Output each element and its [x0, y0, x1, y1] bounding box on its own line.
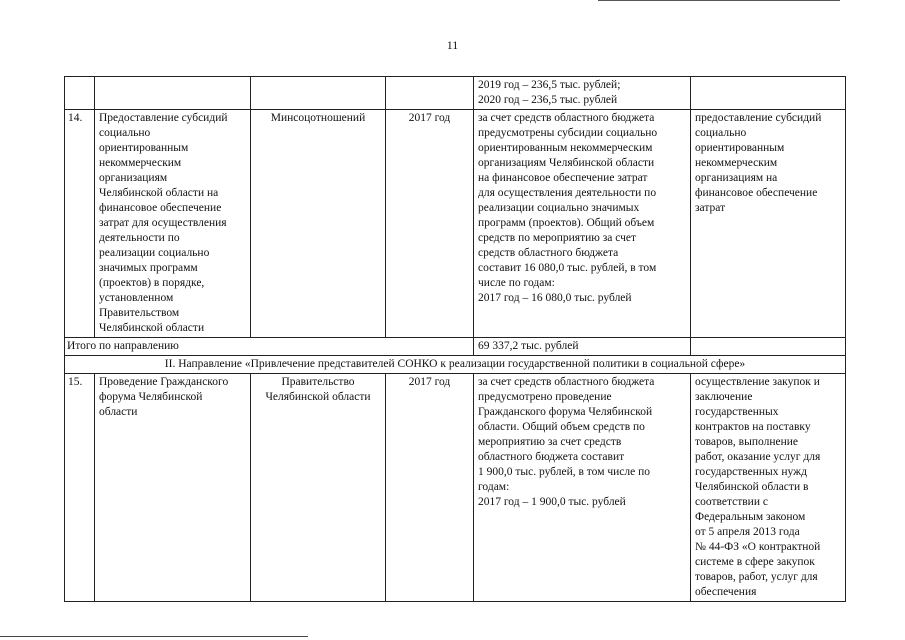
cell-name: [95, 77, 251, 110]
executor-line: Челябинской области: [265, 391, 371, 403]
result-line: некоммерческим: [695, 157, 778, 169]
finance-line: Гражданского форума Челябинской: [478, 406, 653, 418]
row-number: 14.: [65, 110, 95, 338]
section-title: II. Направление «Привлечение представителей СОНКО к реализации государственной политики в социальной сфере»: [65, 356, 846, 374]
name-line: Челябинской области: [99, 322, 205, 334]
finance-line: 2017 год – 1 900,0 тыс. рублей: [478, 496, 626, 508]
executor: Минсоцотношений: [251, 110, 386, 338]
measure-name: [95, 374, 251, 602]
finance-line: реализации социально значимых: [478, 202, 640, 214]
result-line: государственных: [695, 406, 779, 418]
expected-result: [691, 374, 846, 602]
finance-line: средств по мероприятию за счет: [478, 232, 637, 244]
finance-line: средств областного бюджета: [478, 247, 619, 259]
name-line: реализации социально: [99, 247, 210, 259]
table-row-14: [65, 110, 846, 338]
result-line: системе в сфере закупок: [695, 556, 815, 568]
cell-num: [65, 77, 95, 110]
finance-line: на финансовое обеспечение затрат: [478, 172, 648, 184]
finance-line: 2020 год – 236,5 тыс. рублей: [478, 94, 618, 106]
finance-line: для осуществления деятельности по: [478, 187, 657, 199]
finance-line: 2019 год – 236,5 тыс. рублей;: [478, 79, 621, 91]
finance-line: 2017 год – 16 080,0 тыс. рублей: [478, 292, 632, 304]
table-row-15: [65, 374, 846, 602]
measures-table: [64, 76, 846, 602]
name-line: Правительством: [99, 307, 180, 319]
measure-name: [95, 110, 251, 338]
result-line: Федеральным законом: [695, 511, 806, 523]
name-line: значимых программ: [99, 262, 198, 274]
financing: [474, 374, 691, 602]
name-line: установленном: [99, 292, 174, 304]
cell-result: [691, 77, 846, 110]
total-label: Итого по направлению: [65, 338, 474, 356]
cell-executor: [251, 77, 386, 110]
finance-line: предусмотрены субсидии социально: [478, 127, 658, 139]
name-line: некоммерческим: [99, 157, 182, 169]
finance-line: числе по годам:: [478, 277, 555, 289]
result-line: Челябинской области в: [695, 481, 809, 493]
name-line: Челябинской области на: [99, 187, 219, 199]
row-number: 15.: [65, 374, 95, 602]
finance-line: 1 900,0 тыс. рублей, в том числе по: [478, 466, 651, 478]
name-line: ориентированным: [99, 142, 189, 154]
finance-line: организациям Челябинской области: [478, 157, 655, 169]
result-line: заключение: [695, 391, 753, 403]
finance-line: составит 16 080,0 тыс. рублей, в том: [478, 262, 657, 274]
name-line: организациям: [99, 172, 168, 184]
name-line: Проведение Гражданского: [99, 376, 229, 388]
finance-line: ориентированным некоммерческим: [478, 142, 653, 154]
name-line: (проектов) в порядке,: [99, 277, 205, 289]
name-line: форума Челябинской: [99, 391, 203, 403]
result-line: затрат: [695, 202, 726, 214]
name-line: финансовое обеспечение: [99, 202, 222, 214]
result-line: финансовое обеспечение: [695, 187, 818, 199]
finance-line: предусмотрено проведение: [478, 391, 612, 403]
name-line: социально: [99, 127, 151, 139]
finance-line: за счет средств областного бюджета: [478, 376, 655, 388]
finance-line: программ (проектов). Общий объем: [478, 217, 655, 229]
footnote-rule: [0, 636, 308, 637]
expected-result: [691, 110, 846, 338]
name-line: затрат для осуществления: [99, 217, 227, 229]
result-line: обеспечения: [695, 586, 757, 598]
executor: [251, 374, 386, 602]
result-line: организациям на: [695, 172, 778, 184]
finance-line: областного бюджета составит: [478, 451, 625, 463]
finance-line: годам:: [478, 481, 510, 493]
cell-period: [386, 77, 474, 110]
result-line: № 44-ФЗ «О контрактной: [695, 541, 821, 553]
finance-line: мероприятию за счет средств: [478, 436, 622, 448]
total-row: [65, 338, 846, 356]
cell-result: [691, 338, 846, 356]
page-number: 11: [446, 38, 459, 52]
finance-line: области. Общий объем средств по: [478, 421, 645, 433]
result-line: работ, оказание услуг для: [695, 451, 821, 463]
result-line: ориентированным: [695, 142, 785, 154]
result-line: государственных нужд: [695, 466, 807, 478]
result-line: соответствии с: [695, 496, 768, 508]
result-line: осуществление закупок и: [695, 376, 820, 388]
result-line: социально: [695, 127, 747, 139]
total-value: 69 337,2 тыс. рублей: [474, 338, 691, 356]
period: 2017 год: [386, 374, 474, 602]
finance-line: за счет средств областного бюджета: [478, 112, 655, 124]
financing: [474, 110, 691, 338]
result-line: товаров, выполнение: [695, 436, 799, 448]
result-line: предоставление субсидий: [695, 112, 822, 124]
executor-line: Правительство: [281, 376, 355, 388]
result-line: товаров, работ, услуг для: [695, 571, 818, 583]
table-row: [65, 77, 846, 110]
name-line: области: [99, 406, 138, 418]
section-row: [65, 356, 846, 374]
top-rule: [598, 0, 840, 1]
period: 2017 год: [386, 110, 474, 338]
name-line: Предоставление субсидий: [99, 112, 228, 124]
result-line: контрактов на поставку: [695, 421, 811, 433]
name-line: деятельности по: [99, 232, 180, 244]
cell-finance: [474, 77, 691, 110]
result-line: от 5 апреля 2013 года: [695, 526, 800, 538]
